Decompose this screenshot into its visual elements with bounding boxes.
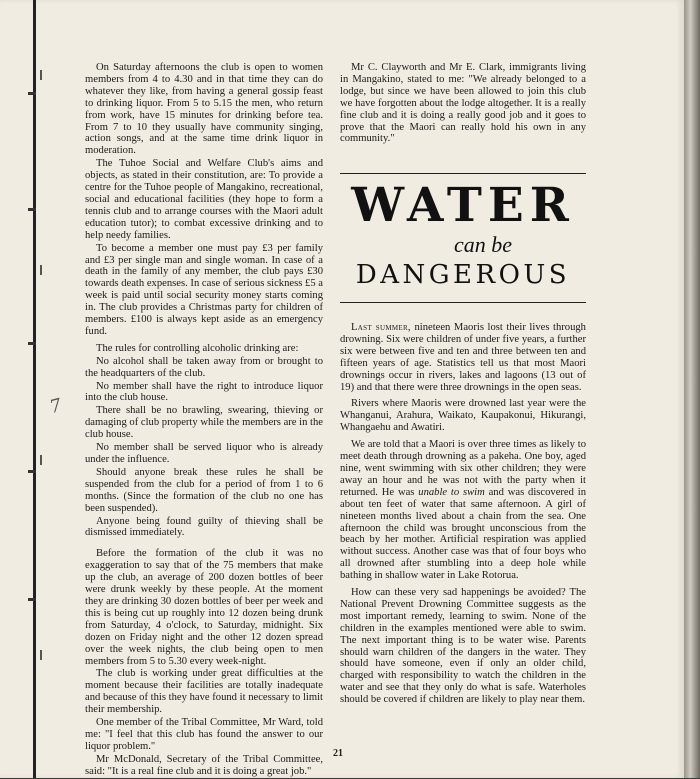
page-edge-shadow — [684, 0, 700, 778]
paragraph: No member shall have the right to introduce liquor into the club house. — [85, 380, 323, 404]
paragraph-text: and was discovered in about ten feet of water that same afternoon. A girl of nineteen months lived about a chain from the sea. One afternoon the child was brought unconscious from the beach by her mother. Artificial respiration was applied without success. Another case was that of four boys who all drowned after stumbling into a deep hole while bathing in shallow water in Lake Rotorua. — [340, 486, 586, 582]
article-title — [340, 180, 586, 292]
binding-stitch — [40, 455, 42, 465]
paragraph — [340, 322, 586, 393]
title-line-dangerous: DANGEROUS — [355, 260, 571, 290]
paragraph: Mr C. Clayworth and Mr E. Clark, immigrants living in Mangakino, stated to me: "We already belonged to a lodge, but since we have been allowed to join this club we have forgotten about the lodge altogether. It is a really fine club and it is doing a really good job and it goes to prove that the Maori can really hold his own in any community." — [340, 62, 586, 145]
paragraph: There shall be no brawling, swearing, thieving or damaging of club property while the members are in the club house. — [85, 405, 323, 441]
paragraph: Should anyone break these rules he shall be suspended from the club for a period of from 1 to 6 months. (Since the formation of the club no one has been suspended). — [85, 466, 323, 514]
title-line-can-be: can be — [453, 232, 513, 257]
paragraph: To become a member one must pay £3 per family and £3 per single man and single woman. In case of a death in the family of any member, the club pays £30 towards death expenses. In case of serious sickness £5 a week is paid until social security money starts coming in. The club provides a Christmas party for children of members. £100 is always kept aside as an emergency fund. — [85, 242, 323, 337]
right-column-top — [340, 62, 586, 146]
handwritten-margin-mark: 7 — [47, 394, 64, 419]
paragraph: No member shall be served liquor who is already under the influence. — [85, 442, 323, 465]
binding-stitch — [40, 265, 42, 275]
page-number: 21 — [333, 748, 343, 759]
paragraph: How can these very sad happenings be avoided? The National Prevent Drowning Committee suggests as the most important remedy, learning to swim. None of the children in the examples mentioned were able to swim. The next important thing is to be water wise. Parents should warn children of the dangers in the water. They should have someone, even if only an older child, charged with responsibility to watch the children in the water and see that they only do what is safe. Waterholes should be covered if children are likely to play near them. — [340, 587, 586, 706]
paragraph: One member of the Tribal Committee, Mr Ward, told me: "I feel that this club has found the answer to our liquor problem." — [85, 717, 323, 752]
paragraph: The rules for controlling alcoholic drinking are: — [96, 342, 299, 354]
binding-tick — [28, 208, 36, 211]
binding-stitch — [40, 70, 42, 80]
paragraph: The Tuhoe Social and Welfare Club's aims and objects, as stated in their constitution, are: To provide a centre for the Tuhoe people of Mangakino, recreational, social and educational facilities (they hope to form a tennis club and to arrange courses with the Maori adult education tutor); to combat excessive drinking and to help needy families. — [85, 158, 323, 241]
paragraph-text: nineteen Maoris lost their lives through drowning. Six were children of under five years, a further six were between five and ten and three between ten and fifteen years of age. Statistics tell us that most Maori drownings occur in rivers, lakes and lagoons (13 out of 19) and that there were three drownings in the open seas. — [340, 322, 586, 393]
binding-stitch — [40, 650, 42, 660]
right-column — [340, 322, 586, 707]
binding-tick — [28, 470, 36, 473]
paragraph: No alcohol shall be taken away from or brought to the headquarters of the club. — [85, 355, 323, 379]
binding-tick — [28, 92, 36, 95]
paragraph-text: We are told that a Maori is over three times as likely to meet death through drowning as a pakeha. One boy, aged nine, went swimming with six other children; they were away an hour and he was not with the party when it returned. He was — [340, 439, 586, 498]
paragraph: Mr McDonald, Secretary of the Tribal Committee, said: "It is a real fine club and it is doing a great job." — [85, 753, 323, 777]
binding-tick — [28, 598, 36, 601]
paragraph — [340, 439, 586, 582]
title-line-water: WATER — [351, 178, 575, 233]
title-rule-bottom — [340, 302, 586, 303]
left-column — [85, 62, 323, 779]
paragraph: Anyone being found guilty of thieving shall be dismissed immediately. — [85, 515, 323, 539]
binding-edge — [33, 0, 36, 778]
paragraph: The club is working under great difficulties at the moment because their facilities are totally inadequate and because of this they have found it necessary to limit their membership. — [85, 668, 323, 716]
paragraph: On Saturday afternoons the club is open to women members from 4 to 4.30 and in that time they can do whatever they like, from having a general gossip feast to drinking liquor. From 5 to 5.15 the men, who return from work, have 15 minutes for drinking before tea. From 7 to 10 they usually have community singing, action songs, and at the same time drink liquor in moderation. — [85, 62, 323, 157]
italic-emphasis: unable to swim — [418, 486, 485, 498]
lead-in: Last summer, — [351, 322, 411, 333]
paragraph: Before the formation of the club it was no exaggeration to say that of the 75 members that make up the club, an average of 200 dozen bottles of beer were drunk weekly by these people. At the moment they are drinking 30 dozen bottles of beer per week and this is being cut up roughly into 12 dozen being drunk from Saturday, 4 o'clock, to Saturday, midnight. Six dozen on Friday night and the other 12 dozen spread over the week nights, the club being open to men members from 5 to 5.30 every week-night. — [85, 548, 323, 667]
paragraph: Rivers where Maoris were drowned last year were the Whanganui, Arahura, Waikato, Kaupakonui, Hikurangi, Whangaehu and Awatiri. — [340, 398, 586, 434]
binding-tick — [28, 342, 36, 345]
title-rule-top — [340, 173, 586, 174]
